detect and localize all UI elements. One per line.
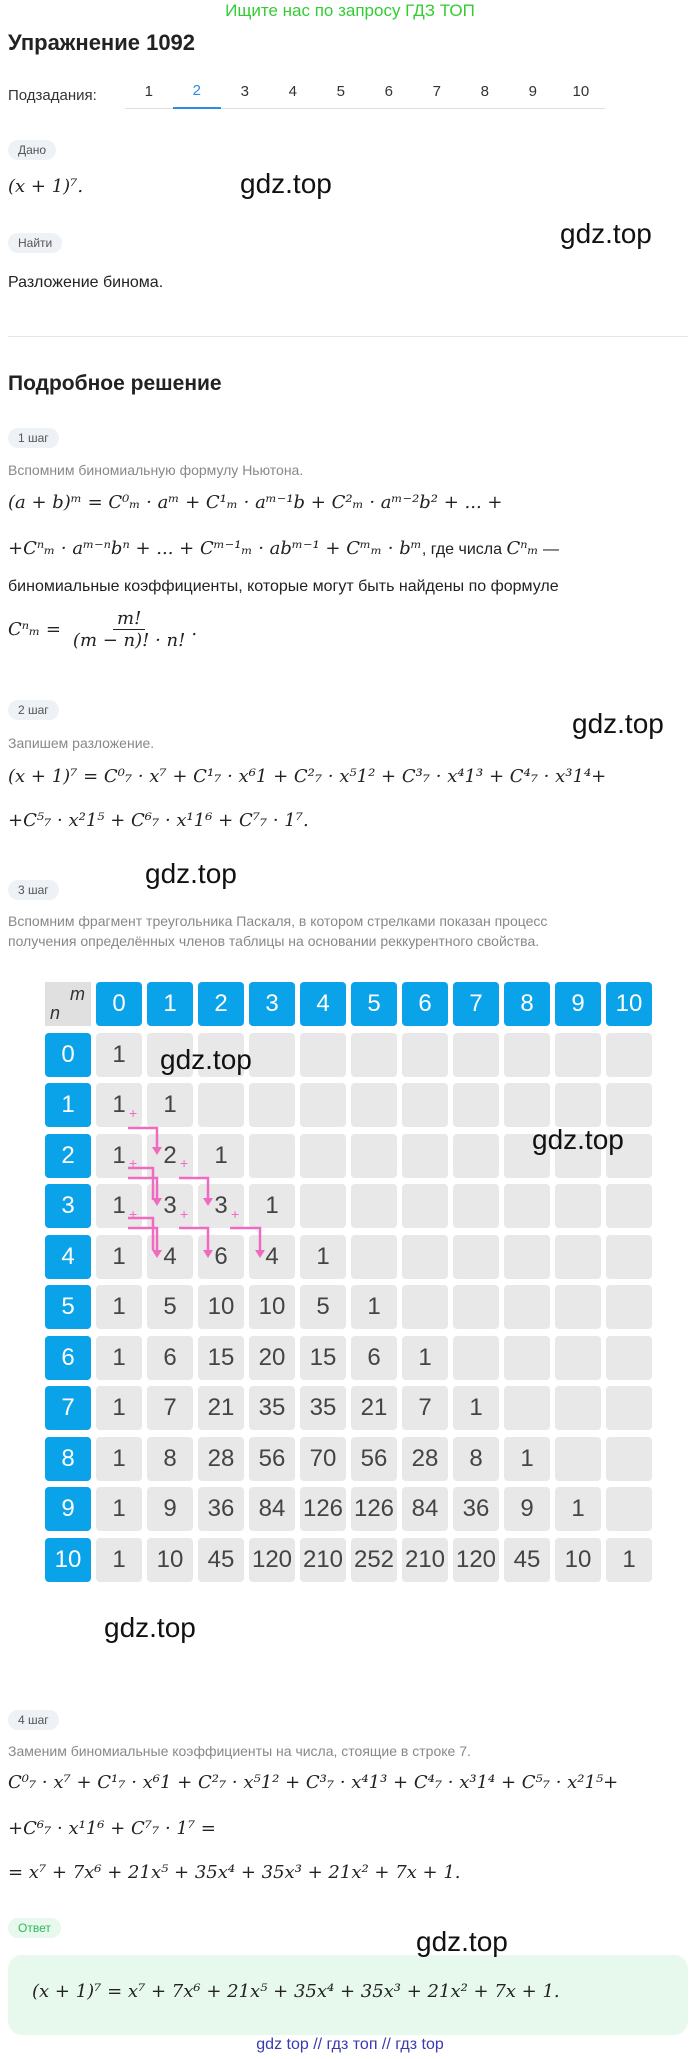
- step4-line2: +C⁶₇ · x¹1⁶ + C⁷₇ · 1⁷ =: [8, 1818, 216, 1839]
- table-cell: 4: [147, 1235, 193, 1279]
- row-header: 5: [45, 1285, 91, 1329]
- subtask-tab-2[interactable]: 2: [173, 82, 221, 109]
- formula-numerator: m!: [113, 608, 145, 630]
- table-cell: 252: [351, 1538, 397, 1582]
- plus-sign: +: [180, 1206, 189, 1222]
- subtask-tab-3[interactable]: 3: [221, 83, 269, 109]
- arrowhead-4: [152, 1250, 162, 1258]
- table-cell: 1: [96, 1336, 142, 1380]
- table-cell: 1: [555, 1487, 601, 1531]
- arrowhead-2: [152, 1198, 162, 1206]
- table-cell: 6: [147, 1336, 193, 1380]
- row-header: 7: [45, 1386, 91, 1430]
- subtask-tab-6[interactable]: 6: [365, 83, 413, 109]
- column-header: 3: [249, 982, 295, 1026]
- table-cell: 15: [198, 1336, 244, 1380]
- table-cell: 1: [453, 1386, 499, 1430]
- plus-sign: +: [231, 1206, 240, 1222]
- row-header: 4: [45, 1235, 91, 1279]
- table-cell: 15: [300, 1336, 346, 1380]
- arrowhead-5: [203, 1250, 213, 1258]
- arrowhead-3: [203, 1198, 213, 1206]
- table-cell: 28: [198, 1437, 244, 1481]
- column-header: 7: [453, 982, 499, 1026]
- watermark: gdz.top: [160, 1044, 252, 1075]
- table-cell: 6: [351, 1336, 397, 1380]
- table-cell: 8: [453, 1437, 499, 1481]
- column-header: 5: [351, 982, 397, 1026]
- row-header: 10: [45, 1538, 91, 1582]
- arrowhead-6: [255, 1250, 265, 1258]
- row-header: 0: [45, 1033, 91, 1077]
- answer-box: [8, 1955, 688, 2035]
- step2-line1: (x + 1)⁷ = C⁰₇ · x⁷ + C¹₇ · x⁶1 + C²₇ · x⁵1² + C³₇ · x⁴1³ + C⁴₇ · x³1⁴+: [8, 766, 607, 787]
- table-cell: 1: [96, 1538, 142, 1582]
- table-cell: 1: [96, 1033, 142, 1077]
- table-cell: 1: [300, 1235, 346, 1279]
- step4-line3: = x⁷ + 7x⁶ + 21x⁵ + 35x⁴ + 35x³ + 21x² + 7x + 1.: [8, 1862, 461, 1883]
- find-text: Разложение бинома.: [8, 274, 164, 291]
- table-cell: 70: [300, 1437, 346, 1481]
- plus-sign: +: [129, 1206, 138, 1222]
- column-header: 6: [402, 982, 448, 1026]
- table-cell: 10: [555, 1538, 601, 1582]
- table-cell: 120: [453, 1538, 499, 1582]
- step1-line3: биномиальные коэффициенты, которые могут быть найдены по формуле: [8, 578, 559, 595]
- watermark: gdz.top: [416, 1926, 508, 1957]
- step2-hint: Запишем разложение.: [8, 735, 155, 751]
- step3-badge: 3 шаг: [8, 880, 59, 900]
- table-cell: 5: [300, 1285, 346, 1329]
- watermark: gdz.top: [572, 708, 664, 739]
- step4-badge: 4 шаг: [8, 1710, 59, 1730]
- arrow-down-a: [128, 1168, 153, 1200]
- plus-sign: +: [129, 1155, 138, 1171]
- column-header: 9: [555, 982, 601, 1026]
- formula-denominator: (m − n)! · n!: [72, 630, 186, 651]
- table-cell: 1: [504, 1437, 550, 1481]
- table-cell: 35: [300, 1386, 346, 1430]
- binomial-coefficient-formula: Cⁿₘ = $\frac{m!}{(m - n)! \cdot n!}$ .: [8, 608, 198, 651]
- step1-line2-text2: —: [538, 541, 560, 558]
- step1-formula-line1: (a + b)ᵐ = C⁰ₘ · aᵐ + C¹ₘ · aᵐ⁻¹b + C²ₘ · aᵐ⁻²b² + ... +: [8, 492, 503, 513]
- table-cell: 1: [198, 1134, 244, 1178]
- subtask-tab-7[interactable]: 7: [413, 83, 461, 109]
- find-badge: Найти: [8, 233, 62, 253]
- table-cell: 6: [198, 1235, 244, 1279]
- arrowhead-1: [152, 1147, 162, 1155]
- table-cell: 36: [453, 1487, 499, 1531]
- table-cell: 1: [96, 1134, 142, 1178]
- step4-line1: C⁰₇ · x⁷ + C¹₇ · x⁶1 + C²₇ · x⁵1² + C³₇ · x⁴1³ + C⁴₇ · x³1⁴ + C⁵₇ · x²1⁵+: [8, 1772, 619, 1793]
- watermark: gdz.top: [240, 168, 332, 199]
- watermark: gdz.top: [560, 218, 652, 249]
- table-cell: 3: [198, 1184, 244, 1228]
- column-header: 0: [96, 982, 142, 1026]
- row-header: 8: [45, 1437, 91, 1481]
- step1-line2-math2: Cⁿₘ: [506, 538, 539, 559]
- table-cell: 1: [96, 1285, 142, 1329]
- table-cell: 84: [249, 1487, 295, 1531]
- step4-hint: Заменим биномиальные коэффициенты на числа, стоящие в строке 7.: [8, 1743, 471, 1759]
- table-cell: 1: [96, 1235, 142, 1279]
- column-header: 8: [504, 982, 550, 1026]
- table-cell: 1: [96, 1487, 142, 1531]
- arrow-r3b: [179, 1228, 208, 1252]
- row-header: 1: [45, 1083, 91, 1127]
- table-cell: 56: [351, 1437, 397, 1481]
- formula-lhs: Cⁿₘ =: [8, 619, 61, 640]
- footer-links[interactable]: gdz top // гдз топ // гдз top: [256, 2036, 444, 2053]
- step1-hint: Вспомним биномиальную формулу Ньютона.: [8, 462, 304, 478]
- column-header: 2: [198, 982, 244, 1026]
- table-cell: 5: [147, 1285, 193, 1329]
- answer-badge: Ответ: [8, 1918, 61, 1938]
- arrow-down-b: [128, 1218, 153, 1250]
- table-cell: 45: [504, 1538, 550, 1582]
- table-cell: 56: [249, 1437, 295, 1481]
- corner-n-label: n: [50, 1003, 61, 1023]
- table-cell: 7: [147, 1386, 193, 1430]
- table-cell: 8: [147, 1437, 193, 1481]
- step3-hint-line1: Вспомним фрагмент треугольника Паскаля, в котором стрелками показан процесс: [8, 913, 548, 929]
- watermark: gdz.top: [532, 1124, 624, 1155]
- subtask-tab-5[interactable]: 5: [317, 83, 365, 109]
- arrow-r2b: [179, 1178, 208, 1200]
- column-header: 10: [606, 982, 652, 1026]
- table-cell: 120: [249, 1538, 295, 1582]
- column-header: 4: [300, 982, 346, 1026]
- corner-m-label: m: [70, 984, 85, 1004]
- watermark: gdz.top: [145, 858, 237, 889]
- table-cell: 2: [147, 1134, 193, 1178]
- table-cell: 1: [606, 1538, 652, 1582]
- row-header: 6: [45, 1336, 91, 1380]
- table-cell: 84: [402, 1487, 448, 1531]
- subtask-tab-9[interactable]: 9: [509, 83, 557, 109]
- step2-line2: +C⁵₇ · x²1⁵ + C⁶₇ · x¹1⁶ + C⁷₇ · 1⁷.: [8, 810, 309, 831]
- table-cell: 1: [402, 1336, 448, 1380]
- table-cell: 126: [351, 1487, 397, 1531]
- table-cell: 10: [249, 1285, 295, 1329]
- table-cell: 21: [198, 1386, 244, 1430]
- table-cell: 10: [147, 1538, 193, 1582]
- arrow-r3c: [230, 1228, 260, 1252]
- table-cell: 7: [402, 1386, 448, 1430]
- step1-line2-math: +Cⁿₘ · aᵐ⁻ⁿbⁿ + ... + Cᵐ⁻¹ₘ · abᵐ⁻¹ + Cᵐₘ · bᵐ: [8, 538, 422, 559]
- subtask-tab-4[interactable]: 4: [269, 83, 317, 109]
- table-cell: 1: [96, 1184, 142, 1228]
- table-cell: 1: [249, 1184, 295, 1228]
- table-cell: 9: [147, 1487, 193, 1531]
- table-cell: 1: [96, 1083, 142, 1127]
- table-cell: 1: [96, 1437, 142, 1481]
- table-cell: 1: [96, 1386, 142, 1430]
- promo-banner[interactable]: Ищите нас по запросу ГДЗ ТОП: [225, 1, 475, 20]
- solution-title: Подробное решение: [8, 372, 222, 395]
- step1-badge: 1 шаг: [8, 428, 59, 448]
- subtask-tab-10[interactable]: 10: [557, 83, 605, 109]
- plus-sign: +: [129, 1105, 138, 1121]
- table-cell: 9: [504, 1487, 550, 1531]
- table-cell: 36: [198, 1487, 244, 1531]
- step2-badge: 2 шаг: [8, 700, 59, 720]
- table-cell: 10: [198, 1285, 244, 1329]
- subtask-tab-8[interactable]: 8: [461, 83, 509, 109]
- table-cell: 3: [147, 1184, 193, 1228]
- table-cell: 1: [147, 1083, 193, 1127]
- row-header: 3: [45, 1184, 91, 1228]
- table-cell: 1: [351, 1285, 397, 1329]
- given-expression: (x + 1)⁷.: [8, 176, 84, 197]
- table-cell: 126: [300, 1487, 346, 1531]
- table-cell: 21: [351, 1386, 397, 1430]
- step3-hint-line2: получения определённых членов таблицы на основании реккурентного свойства.: [8, 933, 540, 949]
- column-header: 1: [147, 982, 193, 1026]
- answer-expression: (x + 1)⁷ = x⁷ + 7x⁶ + 21x⁵ + 35x⁴ + 35x³ + 21x² + 7x + 1.: [32, 1981, 560, 2002]
- arrow-r1: [128, 1128, 157, 1149]
- given-badge: Дано: [8, 140, 56, 160]
- subtask-tab-1[interactable]: 1: [125, 83, 173, 109]
- row-header: 2: [45, 1134, 91, 1178]
- table-cell: 210: [402, 1538, 448, 1582]
- table-cell: 28: [402, 1437, 448, 1481]
- exercise-title: Упражнение 1092: [8, 30, 196, 55]
- table-cell: 35: [249, 1386, 295, 1430]
- table-cell: 4: [249, 1235, 295, 1279]
- table-cell: 45: [198, 1538, 244, 1582]
- table-cell: 20: [249, 1336, 295, 1380]
- plus-sign: +: [180, 1155, 189, 1171]
- step1-line2-text: , где числа: [421, 541, 503, 558]
- watermark: gdz.top: [104, 1612, 196, 1643]
- row-header: 9: [45, 1487, 91, 1531]
- subtask-label: Подзадания:: [8, 87, 97, 104]
- table-cell: 210: [300, 1538, 346, 1582]
